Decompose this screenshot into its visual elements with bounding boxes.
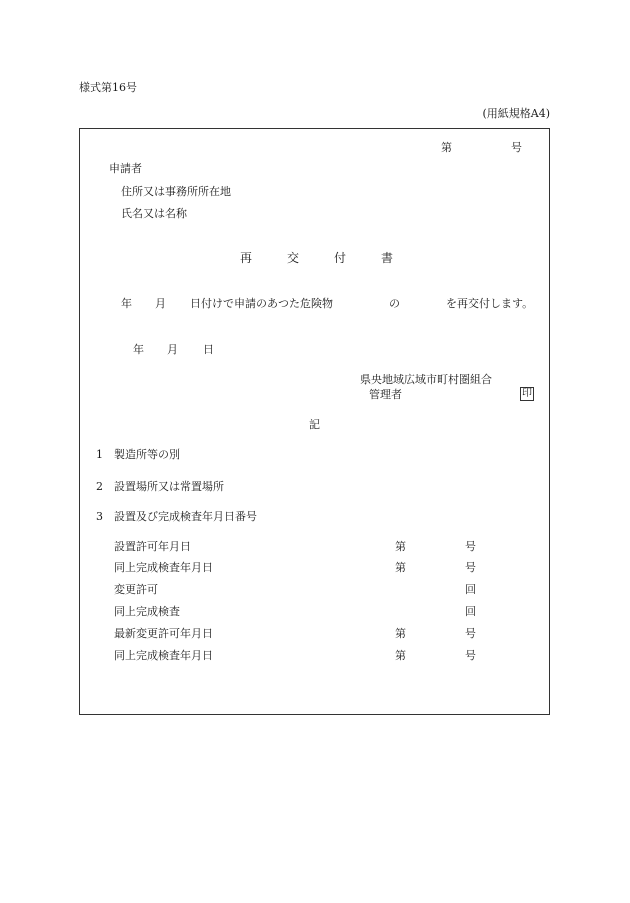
applicant-name-label: 氏名又は名称 — [121, 207, 187, 220]
item-text: 製造所等の別 — [114, 448, 180, 461]
permit-suffix: 号 — [465, 540, 476, 553]
permit-dai: 第 — [395, 540, 406, 553]
permit-dai: 第 — [395, 649, 406, 662]
item-text: 設置及び完成検査年月日番号 — [114, 510, 257, 523]
body-no: の — [389, 297, 400, 310]
permit-suffix: 回 — [465, 583, 476, 596]
permit-label: 変更許可 — [114, 583, 158, 596]
applicant-label: 申請者 — [109, 162, 142, 175]
doc-number-go: 号 — [511, 141, 522, 154]
permit-label: 同上完成検査年月日 — [114, 561, 213, 574]
title-char: 書 — [381, 251, 394, 265]
issue-month: 月 — [167, 343, 178, 356]
ki-heading: 記 — [309, 418, 320, 431]
permit-dai: 第 — [395, 561, 406, 574]
permit-label: 同上完成検査 — [114, 605, 180, 618]
permit-label: 設置許可年月日 — [114, 540, 191, 553]
item-text: 設置場所又は常置場所 — [114, 480, 224, 493]
issue-day: 日 — [203, 343, 214, 356]
title-char: 付 — [334, 251, 347, 265]
body-month: 月 — [155, 297, 166, 310]
permit-suffix: 号 — [465, 649, 476, 662]
applicant-address-label: 住所又は事務所所在地 — [121, 185, 231, 198]
body-year: 年 — [121, 297, 132, 310]
body-date-text: 日付けで申請のあつた危険物 — [190, 297, 333, 310]
body-reissue: を再交付します。 — [446, 297, 534, 310]
item-number: 1 — [96, 448, 103, 461]
issue-year: 年 — [133, 343, 144, 356]
permit-suffix: 回 — [465, 605, 476, 618]
seal-mark: 印 — [522, 388, 532, 399]
issuer-role: 管理者 — [369, 388, 402, 401]
issuer-org: 県央地域広域市町村圏組合 — [360, 373, 492, 386]
form-number: 様式第16号 — [79, 81, 137, 94]
doc-number-dai: 第 — [441, 141, 452, 154]
item-number: 2 — [96, 480, 103, 493]
title-char: 交 — [287, 251, 300, 265]
permit-label: 最新変更許可年月日 — [114, 627, 213, 640]
permit-suffix: 号 — [465, 627, 476, 640]
permit-dai: 第 — [395, 627, 406, 640]
permit-suffix: 号 — [465, 561, 476, 574]
paper-size: (用紙規格A4) — [482, 107, 550, 120]
permit-label: 同上完成検査年月日 — [114, 649, 213, 662]
title-char: 再 — [240, 251, 253, 265]
item-number: 3 — [96, 510, 103, 523]
